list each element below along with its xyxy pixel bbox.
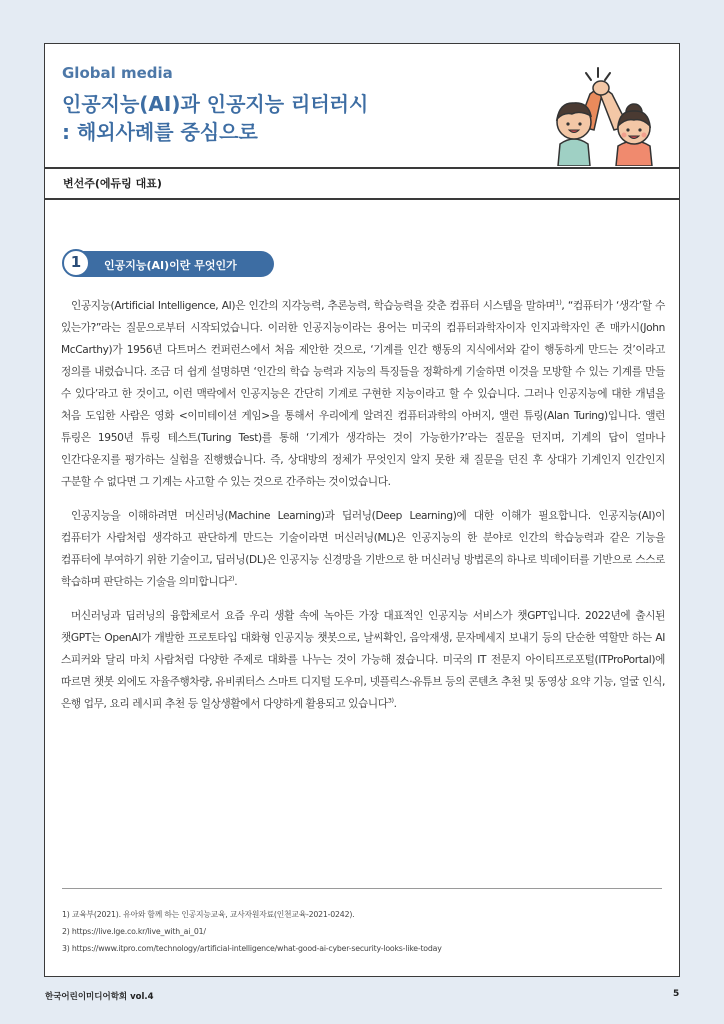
body-paragraph: 인공지능(Artificial Intelligence, AI)은 인간의 지각능력, 추론능력, 학습능력을 갖춘 컴퓨터 시스템을 말하며$^{1)}$, “컴퓨터가 ‘생각’할 수 있는가?”라는 질문으로부터 시작되었습니다. 이러한 인공지능이라는 용어는 미국의 컴퓨터과학자이자 인지과학자인 존 매카시(John McCarthy)가 1956년 다트머스 컨퍼런스에서 처음 제안한 것으로, ‘기계를 인간 행동의 지식에서와 같이 행동하게 만드는 것’이라고 정의를 내렸습니다. 조금 더 쉽게 설명하면 ‘인간의 학습 능력과 지능의 특징들을 정확하게 기술하면 이것을 모방할 수 있는 기계를 만들 수 있다’라고 한 것이고, 이런 맥락에서 인공지능은 간단히 기계로 구현한 지능이라고 할 수 있습니다. 그러나 인공지능에 대한 개념을 처음 도입한 사람은 영화 <이미테이션 게임>을 통해서 우리에게 알려진 컴퓨터과학의 아버지, 앨런 튜링(Alan Turing)입니다. 앨런 튜링은 1950년 튜링 테스트(Turing Test)를 통해 ‘기계가 생각하는 것이 가능한가?’라는 질문을 던지며, 기계의 답이 얼마나 인간다운지를 평가하는 실험을 진행했습니다. 즉, 상대방의 정체가 무엇인지 알지 못한 채 질문을 던진 후 상대가 기계인지 인간인지 구분할 수 없다면 그 기계는 사고할 수 있는 것으로 간주하는 것이었습니다. <box>61 298 666 488</box>
footnote-divider <box>62 888 662 889</box>
byline-divider <box>45 198 679 200</box>
page-frame <box>44 43 680 977</box>
body-paragraph: 머신러닝과 딥러닝의 융합체로서 요즘 우리 생활 속에 녹아든 가장 대표적인 인공지능 서비스가 챗GPT입니다. 2022년에 출시된 챗GPT는 OpenAI가 개발한 프로토타입 대화형 인공지능 챗봇으로, 날씨확인, 음악재생, 문자메세지 보내기 등의 단순한 역할만 하는 AI 스피커와 달리 마치 사람처럼 다양한 주제로 대화를 나누는 것이 가능해 졌습니다. 미국의 IT 전문지 아이티프로포털(ITProPortal)에 따르면 챗봇 외에도 자율주행차량, 유비쿼터스 스마트 디지털 도우미, 넷플릭스·유튜브 등의 콘텐츠 추천 및 동영상 요약 기능, 얼굴 인식, 은행 업무, 요리 레시피 추천 등 일상생활에서 다양하게 활용되고 있습니다$^{3)}$. <box>61 610 665 710</box>
title-line-2: : 해외사례를 중심으로 <box>62 120 258 144</box>
footnote-ref: 3) <box>387 696 394 705</box>
page-number: 5 <box>673 989 680 999</box>
article-body <box>61 295 665 727</box>
author-byline: 변선주(에듀링 대표) <box>63 177 162 190</box>
footnote-item[interactable]: 3) https://www.itpro.com/technology/artificial-intelligence/what-good-ai-cyber-security-looks-like-today <box>62 944 442 953</box>
footnotes <box>62 906 662 957</box>
section-title: 인공지능(AI)이란 무엇인가 <box>104 259 237 272</box>
body-paragraph: 인공지능을 이해하려면 머신러닝(Machine Learning)과 딥러닝(Deep Learning)에 대한 이해가 필요합니다. 인공지능(AI)이 컴퓨터가 사람처럼 생각하고 판단하게 만드는 기술이라면 머신러닝(ML)은 인공지능의 한 분야로 인간의 학습능력과 같은 기능을 컴퓨터에 부여하기 위한 기술이고, 딥러닝(DL)은 인공지능 신경망을 기반으로 한 머신러닝 방법론의 하나로 빅데이터를 기반으로 스스로 학습하며 판단하는 기술을 의미합니다$^{2)}$. <box>61 510 665 588</box>
footnote-ref: 1) <box>555 298 562 307</box>
high-five-illustration <box>550 64 662 166</box>
article-title <box>62 90 368 146</box>
header-divider <box>45 167 679 169</box>
footnote-ref: 2) <box>228 574 235 583</box>
section-heading <box>62 249 276 279</box>
article-header <box>45 44 679 167</box>
title-line-1: 인공지능(AI)과 인공지능 리터러시 <box>62 92 369 116</box>
footnote-item: 1) 교육부(2021). 유아와 함께 하는 인공지능교육, 교사자원자료(인천교육-2021-0242). <box>62 910 355 919</box>
section-label: Global media <box>62 64 173 82</box>
footnote-item[interactable]: 2) https://live.lge.co.kr/live_with_ai_01/ <box>62 927 206 936</box>
section-number: 1 <box>62 249 90 277</box>
publication-name: 한국어린이미디어학회 vol.4 <box>45 992 154 1002</box>
